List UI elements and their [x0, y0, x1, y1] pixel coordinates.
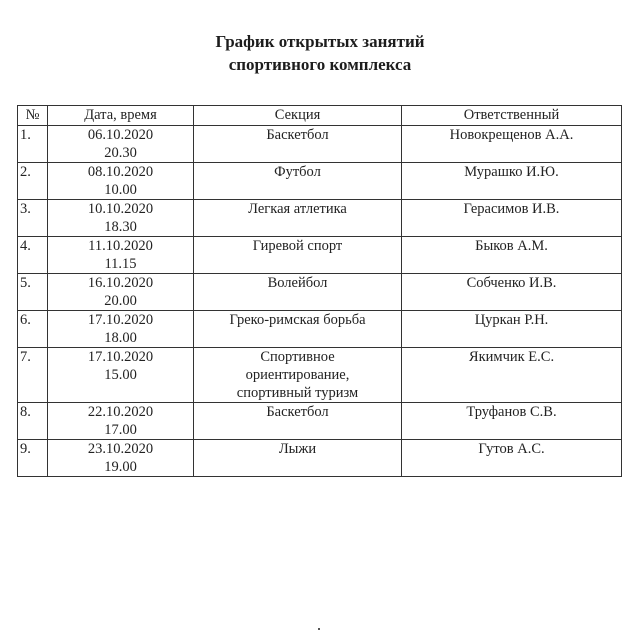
- section-text: Волейбол: [267, 275, 328, 291]
- title-line-1: График открытых занятий: [215, 32, 425, 51]
- responsible-cell: Якимчик Е.С.: [402, 348, 622, 403]
- section-text: Баскетбол: [266, 404, 329, 420]
- row-number: 7.: [18, 348, 48, 403]
- header-responsible: Ответственный: [402, 106, 622, 126]
- header-date: Дата, время: [48, 106, 194, 126]
- responsible-cell: Новокрещенов А.А.: [402, 126, 622, 163]
- section-cell: [194, 237, 402, 274]
- section-text: ориентирование,: [245, 367, 350, 383]
- date-text: 17.10.2020: [87, 312, 154, 328]
- time-text: 18.30: [104, 219, 137, 235]
- date-time-cell: [48, 403, 194, 440]
- table-body: [18, 126, 622, 477]
- date-time-cell: [48, 126, 194, 163]
- time-text: 17.00: [104, 422, 137, 438]
- date-text: 11.10.2020: [88, 238, 153, 254]
- responsible-cell: Собченко И.В.: [402, 274, 622, 311]
- section-text: Легкая атлетика: [248, 201, 347, 217]
- table-row: [18, 348, 622, 403]
- responsible-cell: Цуркан Р.Н.: [402, 311, 622, 348]
- table-row: [18, 311, 622, 348]
- date-time-cell: [48, 311, 194, 348]
- date-text: 22.10.2020: [87, 404, 154, 420]
- responsible-cell: Быков А.М.: [402, 237, 622, 274]
- section-cell: [194, 403, 402, 440]
- document-title: [0, 30, 640, 76]
- responsible-cell: Гутов А.С.: [402, 440, 622, 477]
- responsible-cell: Герасимов И.В.: [402, 200, 622, 237]
- time-text: 20.30: [104, 145, 137, 161]
- header-num: №: [18, 106, 48, 126]
- time-text: 15.00: [104, 367, 137, 383]
- section-text: Баскетбол: [266, 127, 329, 143]
- date-time-cell: [48, 237, 194, 274]
- section-text: Гиревой спорт: [252, 238, 343, 254]
- table-row: [18, 126, 622, 163]
- row-number: 8.: [18, 403, 48, 440]
- time-text: 10.00: [104, 182, 137, 198]
- date-text: 06.10.2020: [87, 127, 154, 143]
- section-cell: [194, 200, 402, 237]
- section-cell: [194, 163, 402, 200]
- row-number: 3.: [18, 200, 48, 237]
- row-number: 2.: [18, 163, 48, 200]
- date-time-cell: [48, 274, 194, 311]
- table-row: [18, 163, 622, 200]
- section-cell: [194, 440, 402, 477]
- date-time-cell: [48, 163, 194, 200]
- title-line-2: спортивного комплекса: [228, 55, 412, 74]
- row-number: 6.: [18, 311, 48, 348]
- row-number: 9.: [18, 440, 48, 477]
- page-mark: [318, 628, 320, 630]
- date-text: 17.10.2020: [87, 349, 154, 365]
- table-row: [18, 403, 622, 440]
- row-number: 4.: [18, 237, 48, 274]
- section-text: Греко-римская борьба: [229, 312, 366, 328]
- date-time-cell: [48, 348, 194, 403]
- section-text: Спортивное: [260, 349, 335, 365]
- date-text: 08.10.2020: [87, 164, 154, 180]
- schedule-table: [17, 105, 622, 477]
- time-text: 18.00: [104, 330, 137, 346]
- table-row: [18, 274, 622, 311]
- table-row: [18, 440, 622, 477]
- table-row: [18, 237, 622, 274]
- section-cell: [194, 126, 402, 163]
- responsible-cell: Труфанов С.В.: [402, 403, 622, 440]
- row-number: 1.: [18, 126, 48, 163]
- table-header-row: [18, 106, 622, 126]
- section-cell: [194, 274, 402, 311]
- time-text: 11.15: [104, 256, 137, 272]
- section-cell: [194, 311, 402, 348]
- section-text: Футбол: [274, 164, 321, 180]
- date-time-cell: [48, 200, 194, 237]
- time-text: 19.00: [104, 459, 137, 475]
- table-row: [18, 200, 622, 237]
- section-cell: [194, 348, 402, 403]
- time-text: 20.00: [104, 293, 137, 309]
- date-time-cell: [48, 440, 194, 477]
- row-number: 5.: [18, 274, 48, 311]
- section-text: спортивный туризм: [236, 385, 359, 401]
- date-text: 10.10.2020: [87, 201, 154, 217]
- header-section: Секция: [194, 106, 402, 126]
- responsible-cell: Мурашко И.Ю.: [402, 163, 622, 200]
- date-text: 23.10.2020: [87, 441, 154, 457]
- date-text: 16.10.2020: [87, 275, 154, 291]
- section-text: Лыжи: [278, 441, 317, 457]
